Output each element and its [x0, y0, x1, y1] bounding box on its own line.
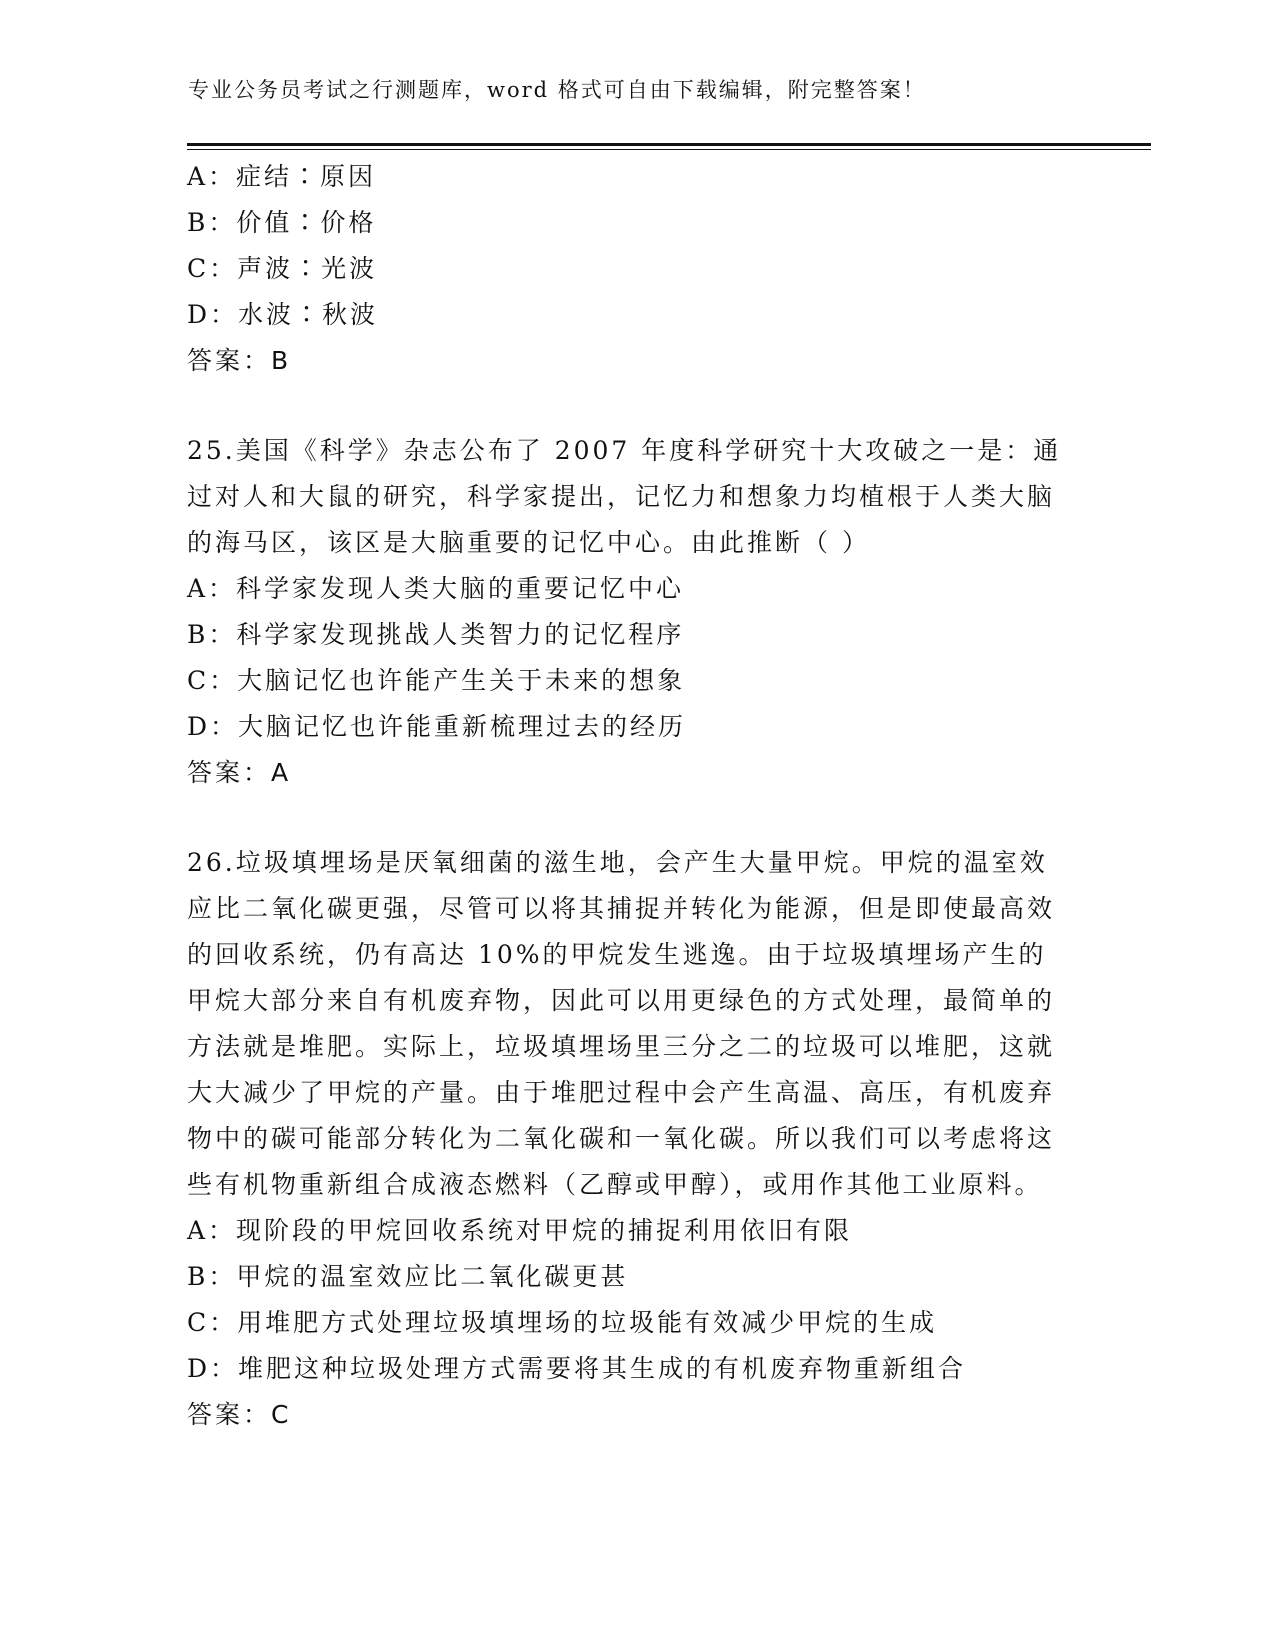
q25-option-c: C：大脑记忆也许能产生关于未来的想象 — [187, 666, 686, 695]
spacer — [187, 384, 1087, 428]
q25-option-a: A：科学家发现人类大脑的重要记忆中心 — [187, 574, 685, 603]
page-header: 专业公务员考试之行测题库，word 格式可自由下载编辑，附完整答案！ — [188, 78, 926, 102]
q26-option-a: A：现阶段的甲烷回收系统对甲烷的捕捉利用依旧有限 — [187, 1216, 853, 1245]
q24-option-b: B：价值∶价格 — [187, 208, 377, 237]
document-body — [187, 154, 1087, 1438]
q26-option-d: D：堆肥这种垃圾处理方式需要将其生成的有机废弃物重新组合 — [187, 1354, 967, 1383]
q24-answer: 答案：B — [187, 346, 292, 375]
q24-option-d: D：水波∶秋波 — [187, 300, 379, 329]
q24-option-c: C：声波∶光波 — [187, 254, 378, 283]
header-rule-thin — [187, 149, 1151, 150]
q26-answer: 答案：C — [187, 1400, 292, 1429]
question-26-block — [187, 840, 1087, 1438]
question-25-block — [187, 428, 1087, 796]
q25-option-d: D：大脑记忆也许能重新梳理过去的经历 — [187, 712, 687, 741]
q26-option-b: B：甲烷的温室效应比二氧化碳更甚 — [187, 1262, 629, 1291]
header-rule-thick — [187, 143, 1151, 146]
q24-option-a: A：症结∶原因 — [187, 162, 377, 191]
q25-option-b: B：科学家发现挑战人类智力的记忆程序 — [187, 620, 685, 649]
spacer — [187, 796, 1087, 840]
q26-option-c: C：用堆肥方式处理垃圾填埋场的垃圾能有效减少甲烷的生成 — [187, 1308, 938, 1337]
q25-answer: 答案：A — [187, 758, 292, 787]
q26-stem: 26.垃圾填埋场是厌氧细菌的滋生地，会产生大量甲烷。甲烷的温室效应比二氧化碳更强，尽管可以将其捕捉并转化为能源，但是即使最高效的回收系统，仍有高达 10%的甲烷发生逃逸。由于垃圾填埋场产生的甲烷大部分来自有机废弃物，因此可以用更绿色的方式处理，最简单的方法就是堆肥。实际上，垃圾填埋场里三分之二的垃圾可以堆肥，这就大大减少了甲烷的产量。由于堆肥过程中会产生高温、高压，有机废弃物中的碳可能部分转化为二氧化碳和一氧化碳。所以我们可以考虑将这些有机物重新组合成液态燃料（乙醇或甲醇），或用作其他工业原料。 — [187, 848, 1056, 1199]
q25-stem: 25.美国《科学》杂志公布了 2007 年度科学研究十大攻破之一是：通过对人和大鼠的研究，科学家提出，记忆力和想象力均植根于人类大脑的海马区，该区是大脑重要的记忆中心。由此推断（ ） — [187, 436, 1062, 557]
question-24-block — [187, 154, 1087, 384]
